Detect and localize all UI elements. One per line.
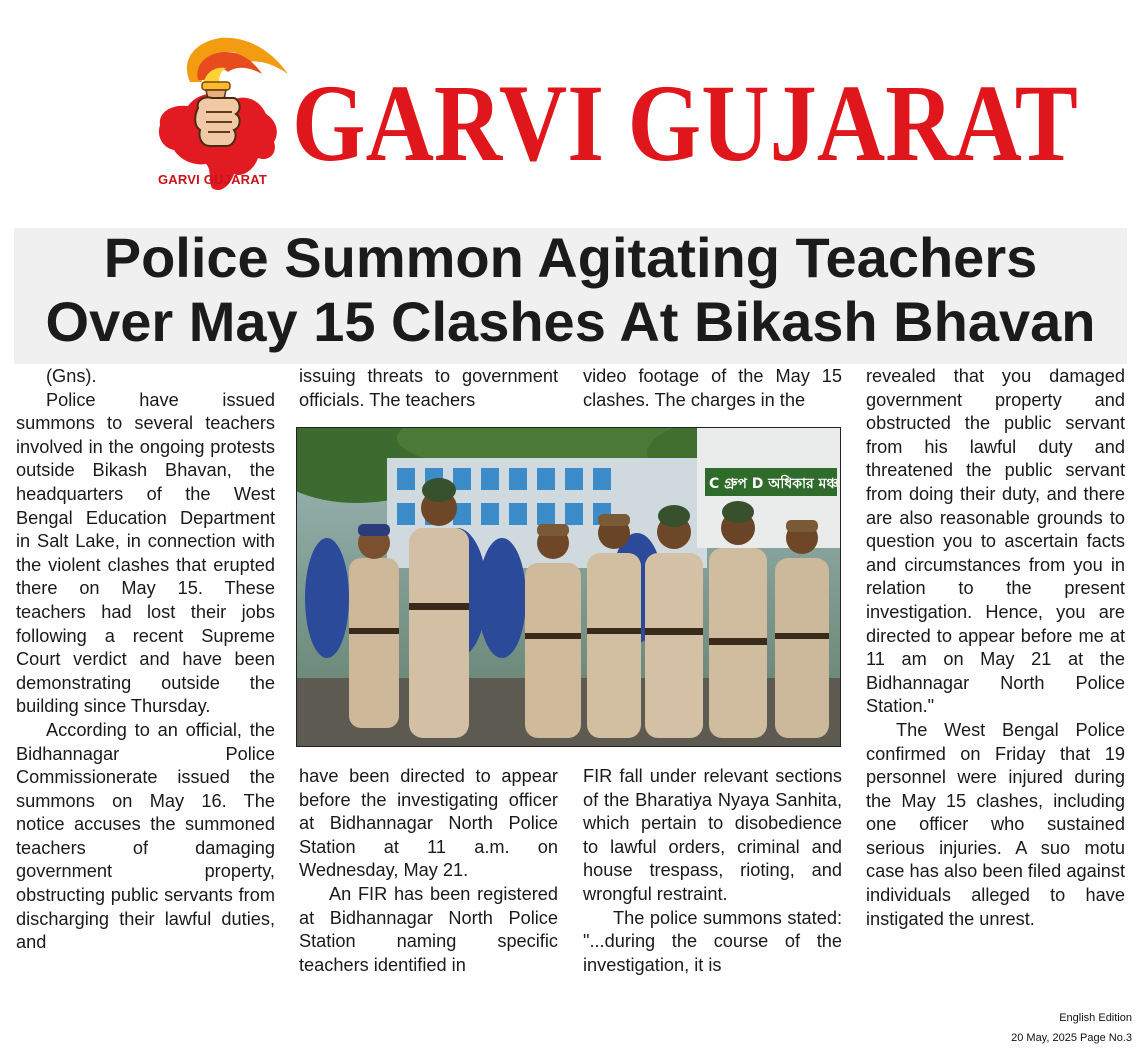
banner-text: C গ্রুপ D অধিকার মঞ্চ (709, 476, 839, 492)
masthead (0, 0, 1140, 215)
article-paragraph: FIR fall under relevant sections of the Bharatiya Nyaya Sanhita, which pertain to disobedience to lawful orders, criminal and house trespass, rioting, and wrongful restraint. (583, 766, 842, 904)
article-paragraph: (Gns). (46, 366, 97, 386)
article-paragraph: Police have issued summons to several teachers involved in the ongoing protests outside Bikash Bhavan, the headquarters of the West Bengal Education Department in Salt Lake, in connection with the violent clashes that erupted there on May 15. These teachers had lost their jobs following a recent Supreme Court verdict and have been demonstrating outside the building since Thursday. (16, 389, 275, 717)
news-photo (296, 427, 841, 747)
article-paragraph: revealed that you damaged government property and obstructed the public servant from his lawful duty and threatened the public servant from doing their duty, and there are also reasonable grounds to question you to ascertain facts and circumstances from you in relation to the present investigation. Hence, you are directed to appear before me at 11 am on May 21 at the Bidhannagar North Police Station." (866, 366, 1125, 717)
article-column-3-bottom (583, 765, 842, 1005)
edition-label: English Edition (1059, 1012, 1132, 1024)
logo-caption: GARVI GUJARAT (158, 172, 268, 187)
police-line-photo-icon (297, 428, 841, 747)
article-paragraph: The police summons stated: "...during the course of the investigation, it is (583, 907, 842, 975)
article-paragraph: video footage of the May 15 clashes. The charges in the (583, 366, 842, 410)
article-column-1 (16, 365, 275, 1000)
headline (14, 228, 1127, 364)
article-column-3-top (583, 365, 842, 415)
article-paragraph: An FIR has been registered at Bidhannagar North Police Station naming specific teachers identified in (299, 883, 558, 975)
page-info: 20 May, 2025 Page No.3 (1011, 1032, 1132, 1044)
article-paragraph: According to an official, the Bidhannagar Police Commissionerate issued the summons on May 16. The notice accuses the summoned teachers of damaging government property, obstructing public servants from discharging their lawful duties, and (16, 719, 275, 953)
article-paragraph: issuing threats to government officials. The teachers (299, 366, 558, 410)
article-paragraph: The West Bengal Police confirmed on Friday that 19 personnel were injured during the May 15 clashes, including one officer who sustained serious injuries. A suo motu case has also been filed against individuals alleged to have instigated the unrest. (866, 719, 1125, 929)
article-column-4 (866, 365, 1125, 1000)
headline-line-1: Police Summon Agitating Teachers (103, 226, 1038, 289)
article-paragraph: have been directed to appear before the investigating officer at Bidhannagar North Police Station at 11 a.m. on Wednesday, May 21. (299, 766, 558, 881)
headline-line-2: Over May 15 Clashes At Bikash Bhavan (45, 290, 1096, 353)
paper-name: GARVI GUJARAT (292, 62, 1078, 184)
article-column-2-bottom (299, 765, 558, 1005)
article-column-2-top (299, 365, 558, 415)
